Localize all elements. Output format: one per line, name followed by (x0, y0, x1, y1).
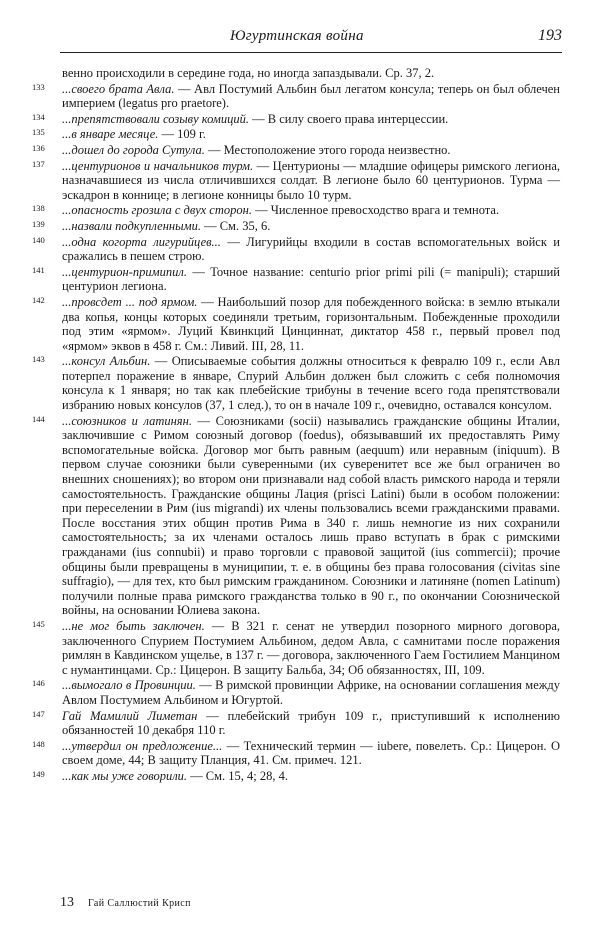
endnote-text: — Численное превосходство врага и темнота. (251, 203, 500, 218)
endnote (0, 709, 600, 738)
endnote-lemma: ...в январе месяце. (62, 127, 159, 142)
endnote-body (62, 354, 560, 412)
endnote-text: — См. 15, 4; 28, 4. (187, 768, 289, 783)
running-title: Югуртинская война (230, 28, 364, 44)
endnote (0, 739, 600, 768)
endnote-number: 145 (32, 618, 45, 629)
endnote (0, 619, 600, 677)
endnote-number: 138 (32, 203, 45, 214)
endnote (0, 414, 600, 618)
endnote-body (62, 112, 560, 127)
endnote-body (62, 66, 560, 81)
endnote (0, 127, 600, 142)
endnote-body (62, 769, 560, 784)
endnote-lemma: Гай Мамилий Лиметан (62, 708, 198, 723)
running-header (60, 28, 562, 53)
endnote-text: — 109 г. (158, 127, 206, 142)
endnote (0, 203, 600, 218)
endnote-body (62, 82, 560, 111)
endnote-lemma: ...центурионов и начальников турм. (62, 158, 254, 173)
endnote-body (62, 678, 560, 707)
endnote-text: — В силу своего права интерцессии. (249, 111, 449, 126)
endnote-lemma: ...вымогало в Провинции. (62, 678, 196, 693)
endnote (0, 678, 600, 707)
endnote (0, 354, 600, 412)
endnote-number: 142 (32, 294, 45, 305)
printer-signature (60, 893, 360, 911)
endnote-number: 137 (32, 158, 45, 169)
endnote-lemma: ...назвали подкупленными. (62, 218, 201, 233)
page-number: 193 (538, 27, 562, 44)
endnote-body (62, 739, 560, 768)
endnote-body (62, 219, 560, 234)
endnote-body (62, 235, 560, 264)
endnote (0, 769, 600, 784)
endnote-lemma: ...союзников и латинян. (62, 413, 192, 428)
endnote-number: 149 (32, 768, 45, 779)
endnote-body (62, 159, 560, 203)
endnote-number: 146 (32, 678, 45, 689)
endnote-text: — См. 35, 6. (200, 218, 271, 233)
endnote (0, 235, 600, 264)
endnote-lemma: ...одна когорта лигурийцев... (62, 234, 221, 249)
endnote-body (62, 265, 560, 294)
endnote-text: — Лигурийцы входили в состав вспомогательных войск и сражались в пешем строю. (62, 234, 560, 264)
endnote (0, 66, 600, 81)
endnote-number: 134 (32, 111, 45, 122)
endnote-lemma: ...утвердил он предложение... (62, 738, 223, 753)
endnote-number: 143 (32, 354, 45, 365)
endnote (0, 219, 600, 234)
endnote-text: — В 321 г. сенат не утвердил позорного мирного договора, заключенного Спурием Постумием Альбином, дедом Авла, с самнитами после поражения римлян в Кавдинском ущелье, в 137 г. — договора, заключенного Гаем Гостилием Манцином с нумантинцами. Ср.: Цицерон. В защиту Бальба, 34; Об обязанностях, III, 109. (62, 618, 561, 677)
endnote-body (62, 127, 560, 142)
endnote-body (62, 203, 560, 218)
endnote (0, 159, 600, 203)
signature-text: Гай Саллюстий Крисп (88, 898, 191, 909)
endnote-text: — Технический термин — iubere, повелеть. Ср.: Цицерон. О своем доме, 44; В защиту Планция, 41. См. примеч. 121. (62, 738, 560, 768)
endnote-number: 133 (32, 81, 45, 92)
endnote-number: 136 (32, 142, 45, 153)
endnote-body (62, 143, 560, 158)
endnote-lemma: ...провсдет ... под ярмом. (62, 294, 198, 309)
endnote-text: венно происходили в середине года, но иногда запаздывали. Ср. 37, 2. (62, 66, 435, 80)
endnote-number: 144 (32, 413, 45, 424)
endnote (0, 295, 600, 353)
endnote-lemma: ...не мог быть заключен. (62, 618, 205, 633)
endnote (0, 82, 600, 111)
endnote-lemma: ...консул Альбин. (62, 354, 151, 369)
endnote (0, 112, 600, 127)
endnote-text: — Центурионы — младшие офицеры римского легиона, назначавшиеся из числа отличившихся солдат. В легионе было 60 центурионов. Турма — эскадрон в коннице; в легионе конницы было 10 турм. (62, 158, 560, 202)
endnote-text: — Авл Постумий Альбин был легатом консула; теперь он был облечен империем (legatus pro praetore). (62, 81, 560, 111)
endnote-body (62, 295, 560, 353)
endnote-text: — Местоположение этого города неизвестно. (204, 142, 451, 157)
endnote (0, 265, 600, 294)
endnote-text: — Наибольший позор для побежденного войска: в землю втыкали два копья, концы которых соединяли третьим, горизонтальным. Побежденные проходили под этим «ярмом». Луций Квинкций Цинциннат, диктатор 458 г., первый провел под «ярмом» эквов в 458 г. См.: Ливий. III, 28, 11. (62, 294, 560, 353)
endnote-number: 147 (32, 708, 45, 719)
signature-number: 13 (60, 895, 74, 910)
endnote-number: 139 (32, 218, 45, 229)
endnote-lemma: ...как мы уже говорили. (62, 768, 188, 783)
endnote-lemma: ...дошел до города Сутула. (62, 142, 205, 157)
endnote-text: — Описываемые события должны относиться к февралю 109 г., если Авл потерпел поражение в январе, Спурий Альбин должен был сложить с себя полномочия консула к 1 января; но так как плебейские трибуны в течение всего года препятствовали избранию новых консулов (37, 1 след.), то он в начале 109 г., очевидно, оставался консулом. (62, 354, 560, 413)
endnotes-list (0, 66, 600, 785)
endnote-text: — В римской провинции Африке, на основании соглашения между Авлом Постумием Альбином и Югуртой. (62, 678, 560, 707)
endnote-number: 148 (32, 738, 45, 749)
endnote-lemma: ...своего брата Авла. (62, 81, 175, 96)
endnote-text: — плебейский трибун 109 г., приступивший к исполнению обязанностей 10 декабря 110 г. (62, 708, 561, 738)
endnote-number: 135 (32, 127, 45, 138)
endnote-lemma: ...центурион-примипил. (62, 264, 187, 279)
endnote-number: 141 (32, 264, 45, 275)
endnote-body (62, 619, 560, 677)
endnote-body (62, 414, 560, 618)
endnote-body (62, 709, 560, 738)
endnote (0, 143, 600, 158)
endnote-number: 140 (32, 234, 45, 245)
endnote-lemma: ...препятствовали созыву комиций. (62, 111, 250, 126)
endnote-text: — Точное название: centurio prior primi pili (= manipuli); старший центурион легиона. (62, 264, 560, 294)
endnote-text: — Союзниками (socii) назывались гражданские общины Италии, заключившие с Римом союзный договор (foedus), обязывавший их предоставлять Риму вспомогательные войска. Договор мог быть равным (aequum) или неравным (iniquum). В первом случае союзники были суверенными (их суверенитет все же был ограничен во внешних сношениях); во втором они признавали над собой власть римского народа и теряли самостоятельность. Гражданские общины Лация (prisci Latini) были в особом положении: при переселении в Рим (ius migrandi) их члены пользовались всеми гражданскими правами. После восстания этих общин против Рима в 340 г. лишь немногие из них сохранили самостоятельность; за их членами осталось лишь право вступать в брак с римскими гражданами (ius connubii) и право торговли с правовой защитой (ius commercii); прочие общины были превращены в муниципии, т. е. в общины без права голосования (civitas sine suffragio), — для тех, кто был римским гражданином. Союзники и латиняне (nomen Latinum) получили полные права римского гражданства только в 90 г., по окончании Союзнической войны, на основании Юлиева закона. (62, 413, 560, 618)
endnote-lemma: ...опасность грозила с двух сторон. (62, 203, 252, 218)
